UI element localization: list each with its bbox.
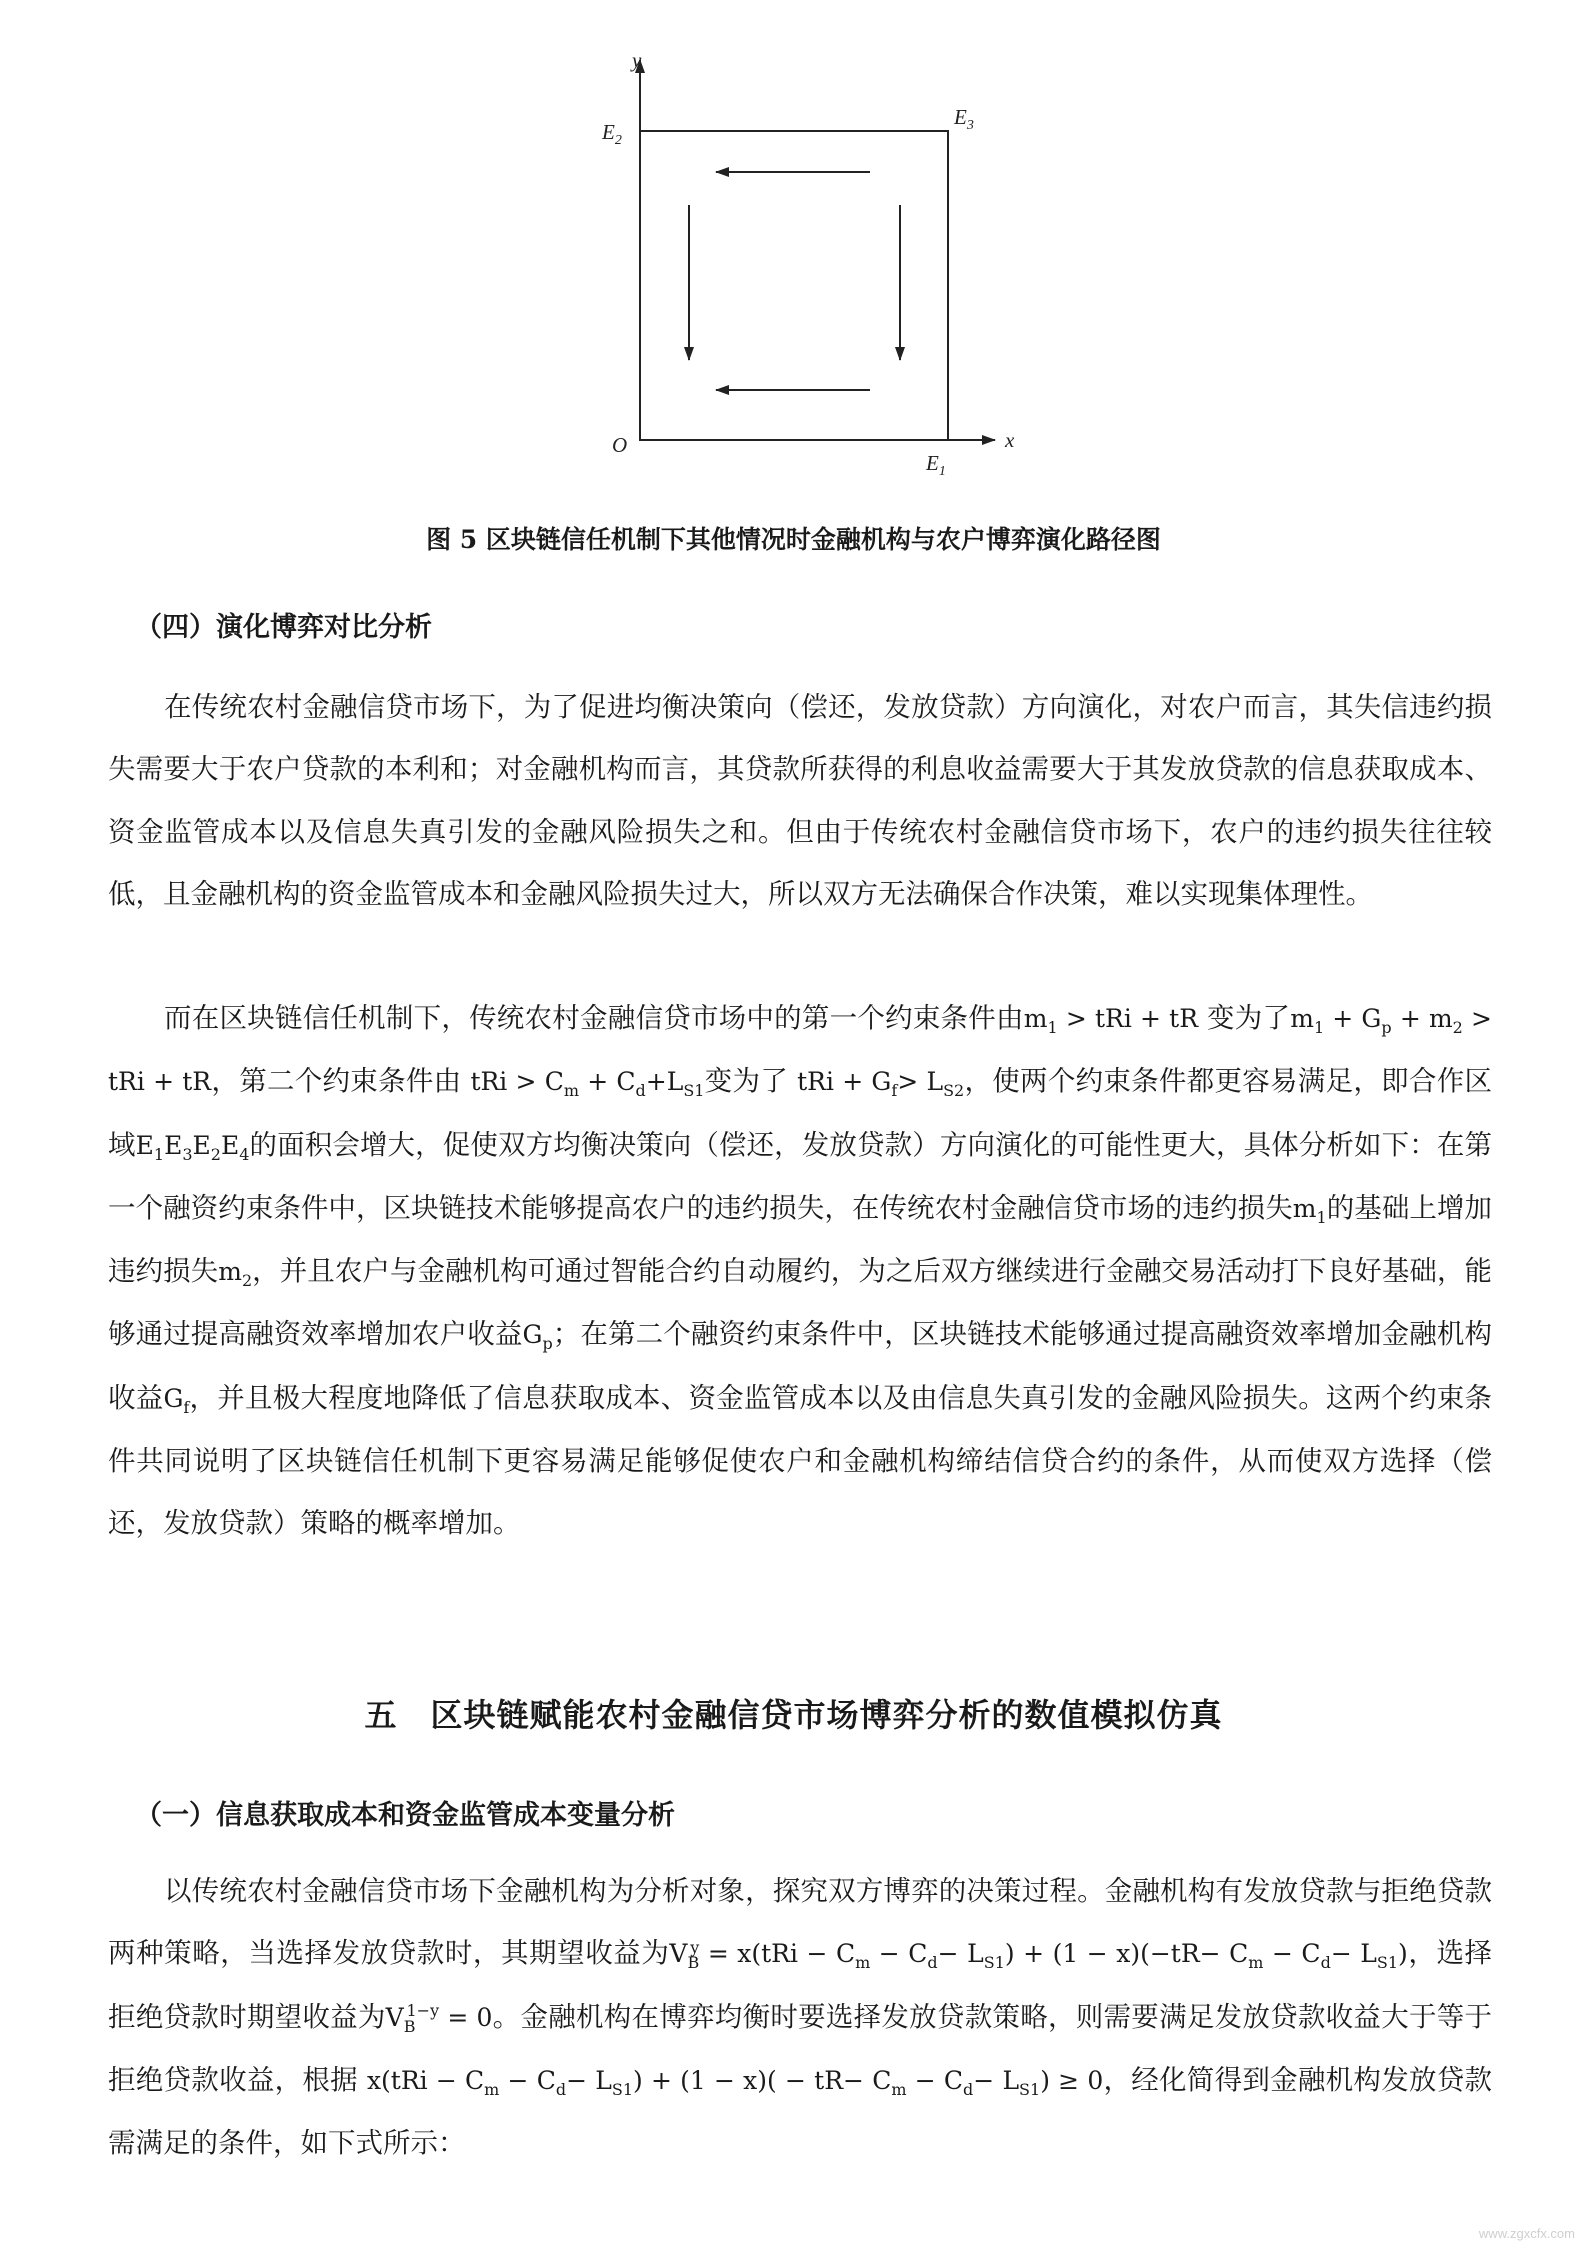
point-e3-label: $E_3$ (954, 105, 974, 133)
p3-text: ，经化简得到金融机构发放贷款需满足的条件，如下式所示： (108, 2063, 1493, 2160)
p2-text: ，使两个约束条件都更容易满足，即合作区域 (108, 1065, 1492, 1161)
p2-formula: $m_1 + G_p + m_2$ > tRi + tR (108, 1004, 1492, 1097)
paragraph-3 (108, 1860, 1492, 2174)
point-e2-label: $E_2$ (602, 120, 622, 148)
p2-formula: tRi > $C_m + C_d+L_{S1}$ (470, 1067, 705, 1101)
p2-formula: tRi + $G_f> L_{S2}$ (797, 1067, 965, 1101)
p3-text: ，选择拒绝贷款时期望收益为 (108, 1937, 1493, 2033)
p2-text: 变为了 (1198, 1002, 1291, 1034)
p2-formula: $G_f$ (163, 1383, 190, 1417)
p2-text: 而在区块链信任机制下，传统农村金融信贷市场中的第一个约束条件由 (164, 1002, 1024, 1034)
p2-formula: $m_2$ (218, 1257, 253, 1291)
p2-formula: $G_p$ (522, 1320, 553, 1354)
paragraph-1: 在传统农村金融信贷市场下，为了促进均衡决策向（偿还，发放贷款）方向演化，对农户而言，其失信违约损失需要大于农户贷款的本利和；对金融机构而言，其贷款所获得的利息收益需要大于其发放贷款的信息获取成本、资金监管成本以及信息失真引发的金融风险损失之和。但由于传统农村金融信贷市场下，农户的违约损失往往较低，且金融机构的资金监管成本和金融风险损失过大，所以双方无法确保合作决策，难以实现集体理性。 (108, 691, 1492, 910)
y-axis-label: y (632, 48, 642, 72)
p3-text: 。金融机构在博弈均衡时要选择发放贷款策略，则需要满足发放贷款收益大于等于拒绝贷款收益，根据 (108, 2000, 1493, 2096)
phase-square (640, 131, 948, 440)
p2-formula: $m_1$ > tRi + tR (1023, 1004, 1199, 1037)
p3-text: 以传统农村金融信贷市场下金融机构为分析对象，探究双方博弈的决策过程。金融机构有发放贷款与拒绝贷款两种策略，当选择发放贷款时，其期望收益为 (108, 1875, 1492, 1970)
section-5-heading: 五 区块链赋能农村金融信贷市场博弈分析的数值模拟仿真 (364, 1696, 1223, 1734)
p2-text: ，并且极大程度地降低了信息获取成本、资金监管成本以及由信息失真引发的金融风险损失。这两个约束条件共同说明了区块链信任机制下更容易满足能够促使农户和金融机构缔结信贷合约的条件，从而使双方选择（偿还，发放贷款）策略的概率增加。 (108, 1381, 1493, 1540)
point-e1-label: $E_1$ (926, 451, 946, 479)
x-axis-label: x (1005, 428, 1015, 452)
p2-text: ，第二个约束条件由 (211, 1065, 471, 1098)
section-5-1-heading: （一）信息获取成本和资金监管成本变量分析 (135, 1800, 675, 1831)
origin-label: O (612, 433, 628, 457)
paragraph-2 (108, 987, 1492, 1555)
p2-text: ，并且农户与金融机构可通过智能合约自动履约，为之后双方继续进行金融交易活动打下良好基础，能够通过提高融资效率增加农户收益 (108, 1255, 1493, 1351)
p2-text: ；在第二个融资约束条件中，区块链技术能够通过提高融资效率增加金融机构收益 (108, 1318, 1493, 1414)
watermark: www.zgxcfx.com (1478, 2226, 1575, 2241)
p3-formula: $V_B^y = x(tRi - C_m - C_d- L_{S1}) + (1 - x)(-tR- C_m - C_d- L_{S1})$ (669, 1937, 1408, 1973)
p2-text: 的面积会增大，促使双方均衡决策向（偿还，发放贷款）方向演化的可能性更大，具体分析如下：在第一个融资约束条件中，区块链技术能够提高农户的违约损失，在传统农村金融信贷市场的违约损失 (108, 1128, 1493, 1224)
p2-formula: $m_1$ (1292, 1193, 1327, 1227)
p3-formula: $x(tRi - C_m - C_d- L_{S1}) + (1 - x)( - tR- C_m - C_d- L_{S1}) \ge 0$ (366, 2065, 1104, 2099)
evolution-path-diagram (560, 45, 1040, 485)
p3-formula: $V_B^{1-y} = 0$ (385, 2001, 493, 2036)
section-4-heading: （四）演化博弈对比分析 (135, 612, 432, 643)
p2-text: 变为了 (704, 1065, 798, 1098)
p2-text: 的基础上增加违约损失 (108, 1191, 1493, 1288)
figure-caption: 图 5 区块链信任机制下其他情况时金融机构与农户博弈演化路径图 (426, 525, 1161, 554)
p2-formula: $E_1E_3E_2E_4$ (135, 1130, 250, 1164)
